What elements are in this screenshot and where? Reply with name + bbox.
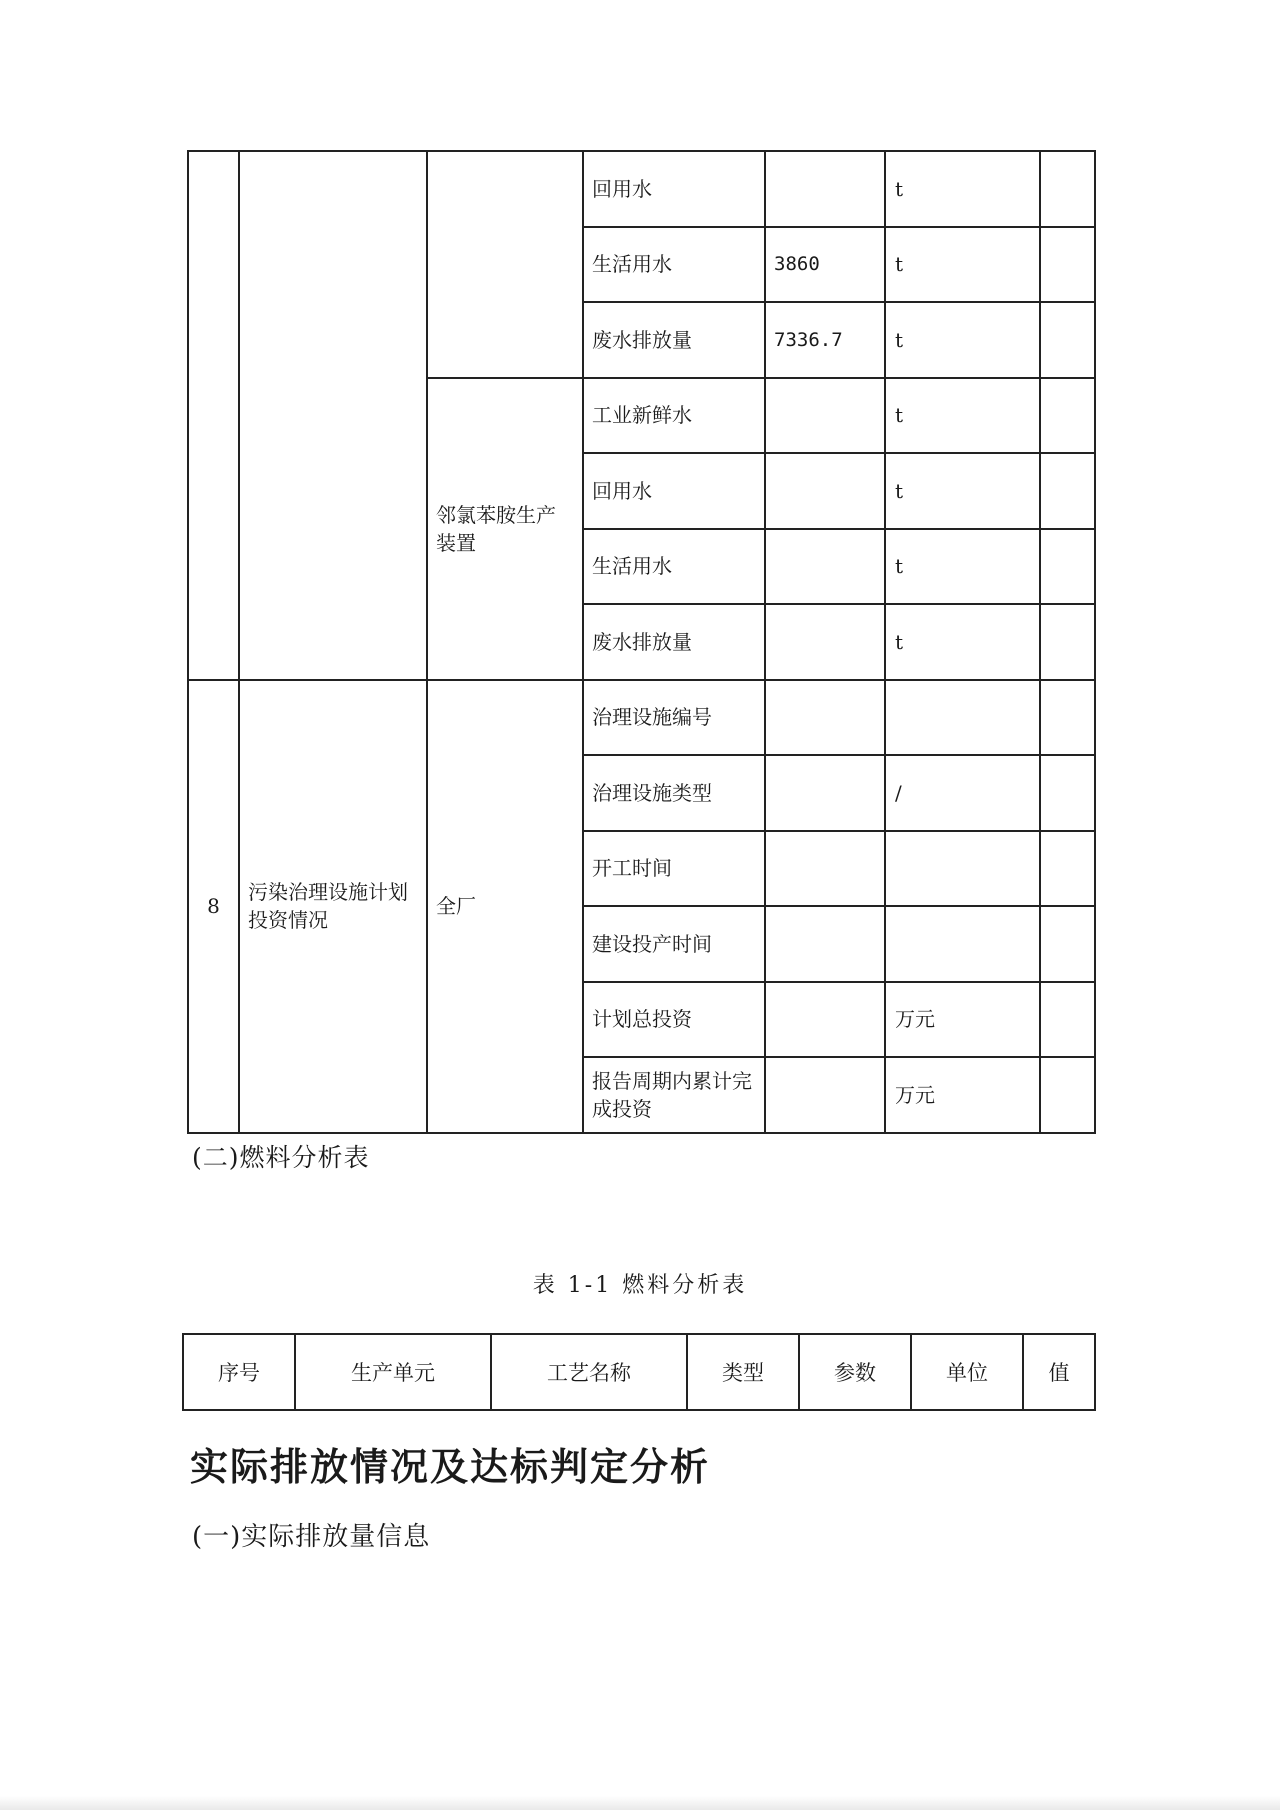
table-caption: 表 1-1 燃料分析表: [532, 1273, 748, 1298]
unit-cell: t: [885, 378, 1040, 454]
item-cell: 治理设施类型: [583, 755, 765, 831]
unit-cell: 万元: [885, 982, 1040, 1058]
value-cell: [765, 604, 885, 680]
column-header: 工艺名称: [491, 1334, 687, 1410]
unit-cell: t: [885, 227, 1040, 303]
section-subheading: (一)实际排放量信息: [192, 1522, 431, 1552]
value-cell: [765, 680, 885, 756]
cell-name-empty: [239, 151, 427, 680]
item-cell: 计划总投资: [583, 982, 765, 1058]
note-cell: [1040, 906, 1095, 982]
value-cell: [765, 906, 885, 982]
note-cell: [1040, 529, 1095, 605]
table-header-row: [183, 1334, 1095, 1410]
column-header: 类型: [687, 1334, 799, 1410]
value-cell: [765, 529, 885, 605]
value-cell: [765, 453, 885, 529]
value-cell: [765, 831, 885, 907]
note-cell: [1040, 151, 1095, 227]
emission-info-table: [187, 150, 1096, 1134]
value-cell: 3860: [765, 227, 885, 303]
page-edge: [0, 1796, 1280, 1810]
unit-cell: t: [885, 302, 1040, 378]
item-cell: 治理设施编号: [583, 680, 765, 756]
section-scope-cell: 全厂: [427, 680, 583, 1133]
value-cell: [765, 755, 885, 831]
note-cell: [1040, 453, 1095, 529]
note-cell: [1040, 982, 1095, 1058]
table-row: [188, 680, 1095, 756]
unit-cell: t: [885, 453, 1040, 529]
value-cell: [765, 1057, 885, 1133]
item-cell: 开工时间: [583, 831, 765, 907]
production-unit-cell: 邻氯苯胺生产装置: [427, 378, 583, 680]
unit-cell: /: [885, 755, 1040, 831]
note-cell: [1040, 680, 1095, 756]
value-cell: [765, 151, 885, 227]
table-row: [188, 151, 1095, 227]
note-cell: [1040, 227, 1095, 303]
value-cell: [765, 982, 885, 1058]
unit-cell: [885, 906, 1040, 982]
item-cell: 工业新鲜水: [583, 378, 765, 454]
unit-cell: t: [885, 604, 1040, 680]
unit-cell: [885, 831, 1040, 907]
unit-cell: 万元: [885, 1057, 1040, 1133]
item-cell: 建设投产时间: [583, 906, 765, 982]
note-cell: [1040, 378, 1095, 454]
column-header: 值: [1023, 1334, 1095, 1410]
value-cell: [765, 378, 885, 454]
fuel-section-title: (二)燃料分析表: [192, 1143, 370, 1172]
section-name-cell: 污染治理设施计划投资情况: [239, 680, 427, 1133]
item-cell: 回用水: [583, 151, 765, 227]
cell-unit-empty: [427, 151, 583, 378]
column-header: 参数: [799, 1334, 911, 1410]
note-cell: [1040, 302, 1095, 378]
note-cell: [1040, 831, 1095, 907]
item-cell: 回用水: [583, 453, 765, 529]
note-cell: [1040, 755, 1095, 831]
note-cell: [1040, 1057, 1095, 1133]
section-number-cell: 8: [188, 680, 239, 1133]
item-cell: 废水排放量: [583, 302, 765, 378]
value-cell: 7336.7: [765, 302, 885, 378]
fuel-analysis-table: [182, 1333, 1096, 1411]
section-heading: 实际排放情况及达标判定分析: [190, 1445, 711, 1489]
unit-cell: t: [885, 529, 1040, 605]
item-cell: 生活用水: [583, 529, 765, 605]
column-header: 序号: [183, 1334, 295, 1410]
note-cell: [1040, 604, 1095, 680]
column-header: 单位: [911, 1334, 1023, 1410]
unit-cell: t: [885, 151, 1040, 227]
item-cell: 废水排放量: [583, 604, 765, 680]
unit-cell: [885, 680, 1040, 756]
item-cell: 报告周期内累计完成投资: [583, 1057, 765, 1133]
item-cell: 生活用水: [583, 227, 765, 303]
column-header: 生产单元: [295, 1334, 491, 1410]
cell-number-empty: [188, 151, 239, 680]
